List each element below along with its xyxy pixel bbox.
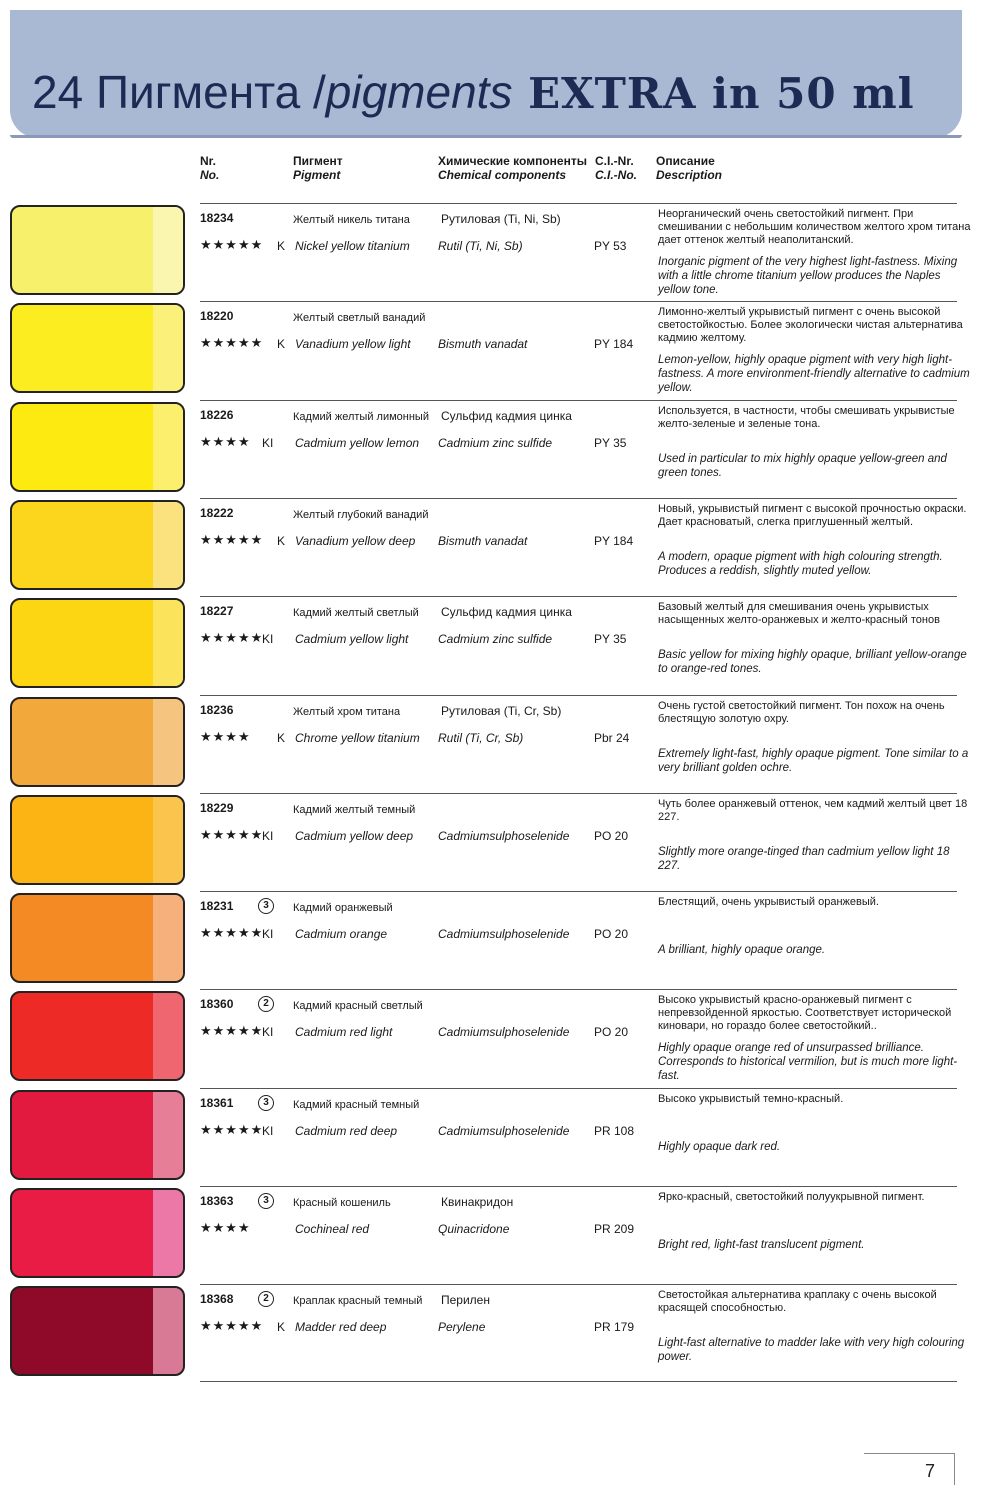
- header-ci-en: C.I.-No.: [595, 168, 637, 182]
- series-circle: 2: [258, 1291, 274, 1307]
- color-swatch: [10, 1188, 185, 1278]
- row-divider: [200, 301, 957, 302]
- header-nr-ru: Nr.: [200, 154, 217, 168]
- description-ru: Новый, укрывистый пигмент с высокой прочностью окраски. Дает красноватый, слегка приглушенный желтый.: [658, 503, 967, 528]
- pigment-name-en: Cadmium yellow lemon: [295, 436, 420, 450]
- row-divider: [200, 203, 957, 204]
- pigment-number: 18361: [200, 1096, 234, 1110]
- description-en: A brilliant, highly opaque orange.: [658, 944, 826, 956]
- swatch-light-edge: [153, 207, 183, 293]
- swatch-light-edge: [153, 1288, 183, 1374]
- lightfastness-stars: ★★★★: [200, 729, 251, 744]
- lightfastness-stars: ★★★★★: [200, 1122, 264, 1137]
- chemical-en: Bismuth vanadat: [438, 534, 528, 548]
- color-swatch: [10, 893, 185, 983]
- pigment-name-ru: Кадмий желтый лимонный: [293, 411, 429, 423]
- lightfastness-stars: ★★★★★: [200, 532, 264, 547]
- chemical-en: Cadmiumsulphoselenide: [438, 829, 570, 843]
- title-extra: EXTRA in 50 ml: [512, 69, 915, 118]
- chemical-en: Rutil (Ti, Cr, Sb): [438, 731, 524, 745]
- pigment-number: 18236: [200, 703, 234, 717]
- chemical-ru: Квинакридон: [441, 1195, 514, 1209]
- swatch-light-edge: [153, 502, 183, 588]
- chemical-en: Bismuth vanadat: [438, 337, 528, 351]
- pigment-name-ru: Желтый хром титана: [293, 706, 401, 718]
- opacity-code: K: [277, 534, 286, 548]
- description-ru: Очень густой светостойкий пигмент. Тон похож на очень блестящую золотую охру.: [658, 700, 945, 725]
- ci-number: PR 108: [594, 1124, 635, 1138]
- ci-number: PO 20: [594, 1025, 629, 1039]
- pigment-number: 18360: [200, 997, 234, 1011]
- lightfastness-stars: ★★★★: [200, 434, 251, 449]
- row-divider: [200, 498, 957, 499]
- ci-number: Pbr 24: [594, 731, 630, 745]
- chemical-en: Quinacridone: [438, 1222, 510, 1236]
- pigment-number: 18226: [200, 408, 234, 422]
- header-nr: [200, 154, 219, 182]
- pigment-name-en: Vanadium yellow light: [295, 337, 411, 351]
- description-en: Highly opaque orange red of unsurpassed brilliance. Corresponds to historical vermilion, but is much more light-fast.: [658, 1042, 958, 1082]
- chemical-ru: Рутиловая (Ti, Cr, Sb): [441, 704, 562, 718]
- swatch-light-edge: [153, 600, 183, 686]
- pigment-name-ru: Кадмий желтый темный: [293, 804, 416, 816]
- description-en: Highly opaque dark red.: [658, 1141, 781, 1153]
- chemical-en: Cadmiumsulphoselenide: [438, 1025, 570, 1039]
- pigment-name-en: Chrome yellow titanium: [295, 731, 420, 745]
- color-swatch: [10, 991, 185, 1081]
- pigment-number: 18227: [200, 604, 234, 618]
- lightfastness-stars: ★★★★★: [200, 1318, 264, 1333]
- color-swatch: [10, 500, 185, 590]
- chemical-ru: Рутиловая (Ti, Ni, Sb): [441, 212, 561, 226]
- header-chem-en: Chemical components: [438, 168, 567, 182]
- title-slash: /: [300, 66, 326, 118]
- opacity-code: KI: [262, 632, 274, 646]
- description-ru: Чуть более оранжевый оттенок, чем кадмий желтый цвет 18 227.: [658, 798, 968, 823]
- pigment-name-en: Madder red deep: [295, 1320, 387, 1334]
- pigment-name-en: Cadmium orange: [295, 927, 388, 941]
- row-divider: [200, 695, 957, 696]
- header-pigment-ru: Пигмент: [293, 154, 343, 168]
- chemical-ru: Сульфид кадмия цинка: [441, 605, 572, 619]
- description-en: A modern, opaque pigment with high colouring strength. Produces a reddish, slightly muted yellow.: [658, 551, 943, 577]
- row-divider: [200, 793, 957, 794]
- header-nr-en: No.: [200, 168, 220, 182]
- pigment-name-en: Cochineal red: [295, 1222, 370, 1236]
- pigment-name-ru: Кадмий желтый светлый: [293, 607, 419, 619]
- ci-number: PY 35: [594, 632, 627, 646]
- opacity-code: K: [277, 337, 286, 351]
- description-en: Bright red, light-fast translucent pigment.: [658, 1239, 865, 1251]
- pigment-name-ru: Желтый никель титана: [293, 214, 410, 226]
- chemical-en: Cadmium zinc sulfide: [438, 632, 553, 646]
- header-pigment-en: Pigment: [293, 168, 341, 182]
- swatch-light-edge: [153, 895, 183, 981]
- pigment-name-en: Cadmium red light: [295, 1025, 393, 1039]
- lightfastness-stars: ★★★★★: [200, 335, 264, 350]
- color-swatch: [10, 795, 185, 885]
- row-divider: [200, 596, 957, 597]
- color-swatch: [10, 1286, 185, 1376]
- title-ru: 24 Пигмента: [32, 66, 301, 118]
- lightfastness-stars: ★★★★: [200, 1220, 251, 1235]
- series-circle: 3: [258, 898, 274, 914]
- lightfastness-stars: ★★★★★: [200, 630, 264, 645]
- color-swatch: [10, 697, 185, 787]
- swatch-light-edge: [153, 404, 183, 490]
- row-divider: [200, 1381, 957, 1382]
- header-ci-ru: C.I.-Nr.: [595, 154, 634, 168]
- description-en: Lemon-yellow, highly opaque pigment with very high light-fastness. A more environment-friendly alternative to cadmium yellow.: [658, 354, 970, 394]
- description-en: Basic yellow for mixing highly opaque, brilliant yellow-orange to orange-red tones.: [658, 649, 967, 675]
- description-ru: Высоко укрывистый темно-красный.: [658, 1093, 844, 1105]
- description-en: Light-fast alternative to madder lake with very high colouring power.: [658, 1337, 965, 1363]
- description-ru: Блестящий, очень укрывистый оранжевый.: [658, 896, 879, 908]
- description-en: Slightly more orange-tinged than cadmium yellow light 18 227.: [658, 846, 950, 872]
- header-desc-ru: Описание: [656, 154, 715, 168]
- ci-number: PY 35: [594, 436, 627, 450]
- swatch-light-edge: [153, 1190, 183, 1276]
- lightfastness-stars: ★★★★★: [200, 827, 264, 842]
- page-number-vline: [954, 1453, 955, 1485]
- description-ru: Используется, в частности, чтобы смешивать укрывистые желто-зеленые и зеленые тона.: [658, 405, 955, 430]
- description-ru: Базовый желтый для смешивания очень укрывистых насыщенных желто-оранжевых и желто-красный тонов: [658, 601, 940, 626]
- description-ru: Неорганический очень светостойкий пигмент. При смешивании с небольшим количеством желтого хром титана дает оттенок желтый неаполитанский.: [658, 208, 971, 246]
- color-swatch: [10, 402, 185, 492]
- page-number: 7: [925, 1461, 936, 1481]
- pigment-number: 18220: [200, 309, 234, 323]
- pigment-number: 18229: [200, 801, 234, 815]
- row-divider: [200, 400, 957, 401]
- description-ru: Ярко-красный, светостойкий полуукрывной пигмент.: [658, 1191, 925, 1203]
- swatch-light-edge: [153, 797, 183, 883]
- description-ru: Светостойкая альтернатива краплаку с очень высокой красящей способностью.: [658, 1289, 937, 1314]
- title-pigments: pigments: [325, 66, 513, 118]
- swatch-light-edge: [153, 993, 183, 1079]
- pigment-number: 18363: [200, 1194, 234, 1208]
- description-en: Used in particular to mix highly opaque yellow-green and green tones.: [658, 453, 947, 479]
- row-divider: [200, 1186, 957, 1187]
- pigment-number: 18231: [200, 899, 234, 913]
- pigment-name-en: Nickel yellow titanium: [295, 239, 410, 253]
- header-ci: [595, 154, 637, 182]
- lightfastness-stars: ★★★★★: [200, 1023, 264, 1038]
- pigment-name-ru: Красный кошениль: [293, 1197, 391, 1209]
- ci-number: PR 179: [594, 1320, 635, 1334]
- pigment-number: 18222: [200, 506, 234, 520]
- row-divider: [200, 891, 957, 892]
- opacity-code: K: [277, 1320, 286, 1334]
- row-divider: [200, 1088, 957, 1089]
- header-desc-en: Description: [656, 168, 723, 182]
- chemical-ru: Перилен: [441, 1293, 490, 1307]
- header-desc: [656, 154, 722, 182]
- opacity-code: KI: [262, 436, 274, 450]
- opacity-code: KI: [262, 1025, 274, 1039]
- color-swatch: [10, 205, 185, 295]
- swatch-light-edge: [153, 305, 183, 391]
- pigment-name-en: Cadmium yellow light: [295, 632, 409, 646]
- pigment-name-en: Cadmium red deep: [295, 1124, 398, 1138]
- header-pigment: [293, 154, 343, 182]
- pigment-name-ru: Краплак красный темный: [293, 1295, 423, 1307]
- page-title: [32, 64, 915, 122]
- pigment-name-en: Cadmium yellow deep: [295, 829, 414, 843]
- lightfastness-stars: ★★★★★: [200, 237, 264, 252]
- ci-number: PY 184: [594, 337, 634, 351]
- pigment-name-ru: Желтый глубокий ванадий: [293, 509, 429, 521]
- ci-number: PY 184: [594, 534, 634, 548]
- pigment-name-en: Vanadium yellow deep: [295, 534, 416, 548]
- pigment-name-ru: Кадмий оранжевый: [293, 902, 393, 914]
- color-swatch: [10, 598, 185, 688]
- color-swatch: [10, 303, 185, 393]
- page-number-line: [864, 1453, 954, 1454]
- pigment-number: 18368: [200, 1292, 234, 1306]
- ci-number: PR 209: [594, 1222, 635, 1236]
- chemical-en: Cadmiumsulphoselenide: [438, 1124, 570, 1138]
- swatch-light-edge: [153, 699, 183, 785]
- series-circle: 3: [258, 1193, 274, 1209]
- row-divider: [200, 1284, 957, 1285]
- chemical-en: Perylene: [438, 1320, 486, 1334]
- description-ru: Высоко укрывистый красно-оранжевый пигмент с непревзойденной яркостью. Соответствует исторической киновари, но гораздо более светостойкий..: [658, 994, 952, 1032]
- description-ru: Лимонно-желтый укрывистый пигмент с очень высокой светостойкостью. Более экологически чистая альтернатива кадмию желтому.: [658, 306, 963, 344]
- chemical-en: Cadmiumsulphoselenide: [438, 927, 570, 941]
- series-circle: 2: [258, 996, 274, 1012]
- opacity-code: KI: [262, 927, 274, 941]
- row-divider: [200, 989, 957, 990]
- color-swatch: [10, 1090, 185, 1180]
- opacity-code: K: [277, 239, 286, 253]
- lightfastness-stars: ★★★★★: [200, 925, 264, 940]
- ci-number: PO 20: [594, 829, 629, 843]
- description-en: Extremely light-fast, highly opaque pigment. Tone similar to a very brilliant golden ochre.: [658, 748, 969, 774]
- chemical-en: Rutil (Ti, Ni, Sb): [438, 239, 523, 253]
- ci-number: PY 53: [594, 239, 627, 253]
- swatch-light-edge: [153, 1092, 183, 1178]
- ci-number: PO 20: [594, 927, 629, 941]
- pigment-name-ru: Кадмий красный светлый: [293, 1000, 423, 1012]
- pigment-name-ru: Желтый светлый ванадий: [293, 312, 426, 324]
- pigment-number: 18234: [200, 211, 234, 225]
- series-circle: 3: [258, 1095, 274, 1111]
- chemical-en: Cadmium zinc sulfide: [438, 436, 553, 450]
- chemical-ru: Сульфид кадмия цинка: [441, 409, 572, 423]
- header-chem: [438, 154, 587, 182]
- description-en: Inorganic pigment of the very highest light-fastness. Mixing with a little chrome titanium yellow produces the Naples yellow tone.: [658, 256, 958, 296]
- opacity-code: K: [277, 731, 286, 745]
- header-chem-ru: Химические компоненты: [438, 154, 587, 168]
- pigment-name-ru: Кадмий красный темный: [293, 1099, 420, 1111]
- opacity-code: KI: [262, 829, 274, 843]
- opacity-code: KI: [262, 1124, 274, 1138]
